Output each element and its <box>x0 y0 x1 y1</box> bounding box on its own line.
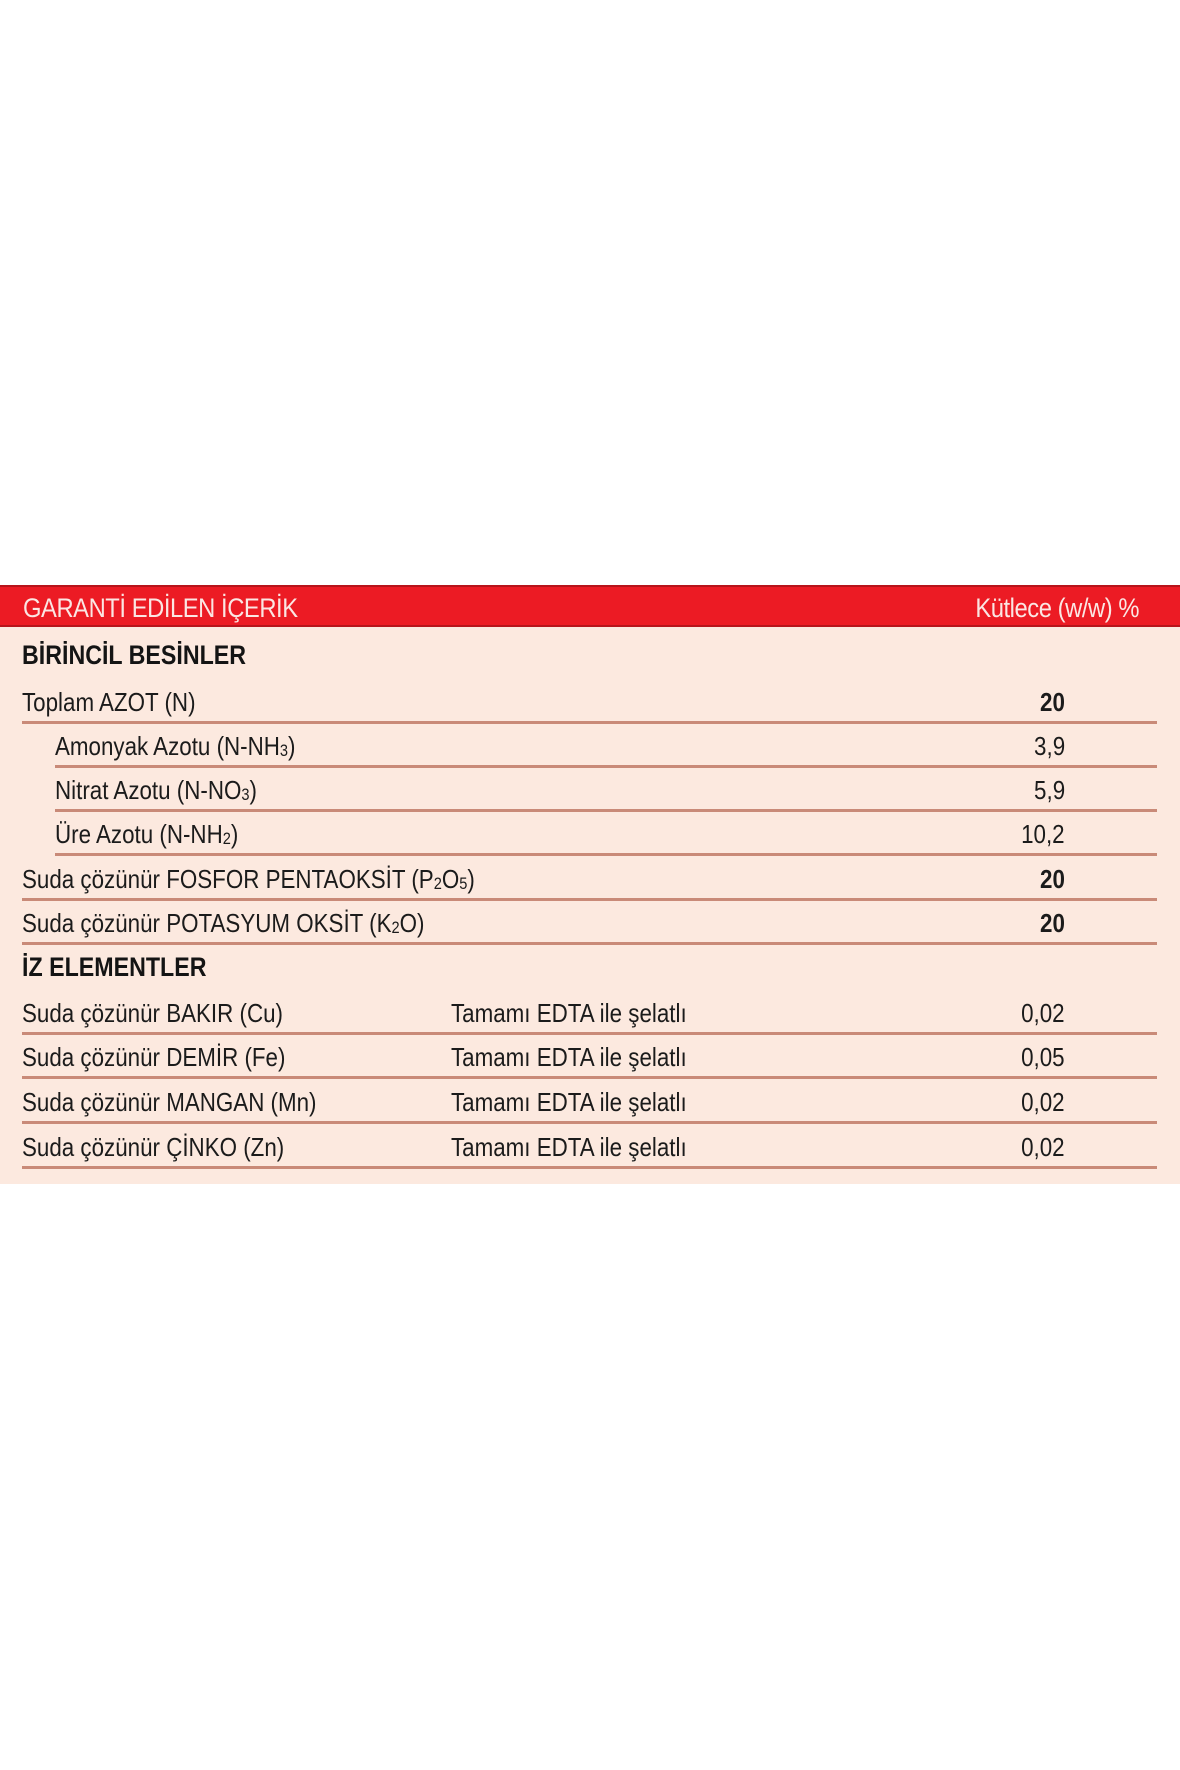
row-label: Amonyak Azotu $(N-NH_3)$ <box>55 731 296 761</box>
section-title-primary-nutrients: BİRİNCİL BESİNLER <box>22 640 247 670</box>
table-row <box>22 680 1157 724</box>
row-label: Suda çözünür ÇİNKO (Zn) <box>22 1132 285 1162</box>
table-row <box>55 812 1157 856</box>
row-note: Tamamı EDTA ile şelatlı <box>451 1087 687 1117</box>
table-row <box>22 857 1157 901</box>
table-row <box>22 991 1157 1035</box>
row-note: Tamamı EDTA ile şelatlı <box>451 998 687 1028</box>
row-value: 10,2 <box>1021 819 1065 849</box>
row-label: Suda çözünür DEMİR (Fe) <box>22 1042 286 1072</box>
row-note: Tamamı EDTA ile şelatlı <box>451 1132 687 1162</box>
row-label: Nitrat Azotu $(N-NO_3)$ <box>55 775 257 805</box>
row-value: 0,02 <box>1021 998 1065 1028</box>
row-value: 0,05 <box>1021 1042 1065 1072</box>
row-note: Tamamı EDTA ile şelatlı <box>451 1042 687 1072</box>
row-label: Toplam AZOT (N) <box>22 687 196 717</box>
table-header <box>0 585 1180 627</box>
guaranteed-content-table <box>0 585 1180 1184</box>
row-label: Üre Azotu $(N-NH_2)$ <box>55 819 239 849</box>
row-value: 0,02 <box>1021 1087 1065 1117</box>
row-label: Suda çözünür FOSFOR PENTAOKSİT $(P_2O_5)$ <box>22 864 475 894</box>
row-value: 20 <box>1040 864 1065 894</box>
table-row <box>55 768 1157 812</box>
section-title-trace-elements: İZ ELEMENTLER <box>22 952 207 982</box>
table-row <box>22 1080 1157 1124</box>
table-row <box>22 901 1157 945</box>
table-row <box>55 724 1157 768</box>
unit-label: Kütlece (w/w) % <box>975 593 1139 623</box>
table-title: GARANTİ EDİLEN İÇERİK <box>23 593 298 623</box>
row-value: 0,02 <box>1021 1132 1065 1162</box>
row-value: 5,9 <box>1033 775 1065 805</box>
table-row <box>22 1035 1157 1079</box>
row-value: 20 <box>1040 687 1065 717</box>
row-value: 3,9 <box>1033 731 1065 761</box>
row-label: Suda çözünür POTASYUM OKSİT $(K_2O)$ <box>22 908 425 938</box>
row-value: 20 <box>1040 908 1065 938</box>
table-row <box>22 1125 1157 1169</box>
row-label: Suda çözünür BAKIR (Cu) <box>22 998 283 1028</box>
row-label: Suda çözünür MANGAN (Mn) <box>22 1087 317 1117</box>
